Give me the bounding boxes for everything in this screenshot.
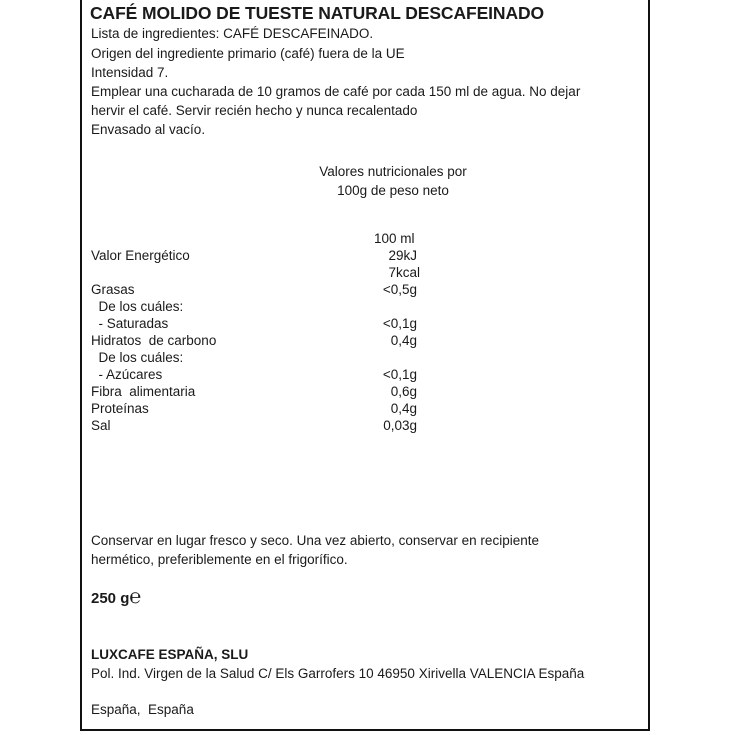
estimated-sign-icon: ℮: [129, 586, 142, 608]
intensity-line: Intensidad 7.: [91, 65, 169, 80]
manufacturer-name: LUXCAFE ESPAÑA, SLU: [91, 647, 249, 662]
nutrition-column-label: 100 ml: [374, 231, 415, 246]
instructions-line-1: Emplear una cucharada de 10 gramos de café por cada 150 ml de agua. No dejar: [91, 84, 581, 99]
net-weight: [91, 586, 142, 608]
packaging-line: Envasado al vacío.: [91, 122, 206, 137]
origin-line: Origen del ingrediente primario (café) fuera de la UE: [91, 46, 405, 61]
instructions-line-2: hervir el café. Servir recién hecho y nunca recalentado: [91, 103, 418, 118]
product-label: CAFÉ MOLIDO DE TUESTE NATURAL DESCAFEINADO Lista de ingredientes: CAFÉ DESCAFEINADO. Origen del ingrediente primario (café) fuera de la UE Intensidad 7. Emplear una cucharada de 10 gramos de café por cada 150 ml de agua. No dejar hervir el café. Servir recién hecho y nunca recalentado Envasado al vacío. Valores nutricionales por 100g de peso neto 100 ml Valor Energético 29kJ 7kcal Grasas <0,5g De los cuáles: - Saturadas <0,1g Hidratos de carbono 0,4g De los cuáles: - Azúcares <0,1g Fibra alimentaria 0,6g Proteínas 0,4g Sal 0,03g Conservar en lugar fresco y seco. Una vez abierto, conservar en recipiente hermético, preferiblemente en el frigorífico. 250 g℮ LUXCAFE ESPAÑA, SLU Pol. Ind. Virgen de la Salud C/ Els Garrofers 10 46950 Xirivella VALENCIA España España, España: [80, 0, 650, 731]
storage-line-1: Conservar en lugar fresco y seco. Una vez abierto, conservar en recipiente: [91, 533, 539, 548]
product-title: CAFÉ MOLIDO DE TUESTE NATURAL DESCAFEINADO: [90, 3, 545, 23]
net-weight-value: 250 g: [91, 590, 130, 607]
manufacturer-address: Pol. Ind. Virgen de la Salud C/ Els Garrofers 10 46950 Xirivella VALENCIA España: [91, 666, 585, 681]
ingredients-line: Lista de ingredientes: CAFÉ DESCAFEINADO.: [91, 26, 374, 41]
nutrition-header-2: 100g de peso neto: [337, 183, 449, 198]
manufacturer-origin: España, España: [91, 702, 194, 717]
nutrition-header-1: Valores nutricionales por: [319, 164, 467, 179]
storage-line-2: hermético, preferiblemente en el frigorífico.: [91, 552, 348, 567]
